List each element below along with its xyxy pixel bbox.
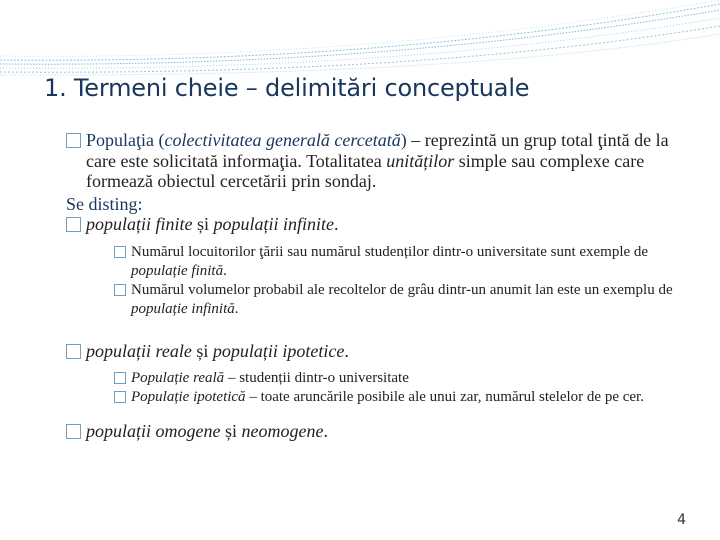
punctuation: . [223, 262, 227, 279]
square-bullet-icon [66, 133, 81, 148]
slide-content [66, 130, 686, 442]
list-item-text [131, 388, 644, 407]
group-finite-text [86, 214, 339, 235]
term-hypothetical: populații ipotetice [212, 340, 345, 361]
example-emphasis: Populație ipotetică [131, 389, 246, 405]
list-item-text [131, 369, 409, 388]
definition-body-1: – reprezintă un grup total ţintă de la care este solicitată informaţia. Totalitatea [86, 130, 669, 171]
group-homogeneous-text [86, 421, 328, 442]
example-text: Numărul locuitorilor ţării sau numărul studenților dintr-o universitate sunt exemple de [131, 243, 649, 260]
distinguish-label [66, 194, 686, 215]
square-bullet-icon [66, 424, 81, 439]
square-bullet-icon [66, 217, 81, 232]
square-bullet-icon [66, 344, 81, 359]
example-emphasis: populație infinită [131, 300, 235, 317]
example-text: – toate aruncările posibile ale unui zar, numărul stelelor de pe cer. [245, 389, 644, 405]
definition-body-2: simple sau complexe care formează obiectul cercetării prin sondaj. [86, 150, 645, 191]
group-real-examples [114, 369, 686, 407]
group-finite-heading [66, 214, 686, 235]
slide-title: 1. Termeni cheie – delimitări conceptuale [44, 74, 530, 102]
group-finite-examples [114, 243, 686, 319]
term-infinite: populații infinite [213, 214, 335, 234]
list-item [114, 243, 686, 281]
term-heterogeneous: neomogene [241, 421, 324, 441]
term-finite: populații finite [86, 214, 193, 234]
punctuation: . [234, 300, 239, 317]
punctuation: . [344, 340, 349, 361]
term-real: populații reale [86, 340, 192, 361]
list-item-text [131, 243, 686, 281]
term-alternative: colectivitatea generală cercetată [164, 130, 401, 150]
group-real-text [86, 341, 349, 362]
term-population: Populaţia [86, 130, 154, 150]
definition-paragraph [66, 130, 686, 192]
list-item-text [131, 281, 686, 319]
punctuation: . [323, 421, 328, 441]
paren-close: ) [400, 130, 407, 150]
paren-open: ( [154, 130, 165, 150]
group-homogeneous-heading [66, 421, 686, 442]
list-item [114, 281, 686, 319]
square-bullet-icon [114, 372, 126, 384]
example-text: – studenții dintr-o universitate [224, 370, 409, 386]
connector: și [192, 214, 214, 234]
page-number: 4 [677, 512, 686, 528]
definition-text [86, 130, 686, 192]
distinguish-text: Se disting: [66, 193, 143, 214]
header-decoration [0, 0, 720, 80]
term-units: unităților [386, 150, 455, 171]
square-bullet-icon [114, 391, 126, 403]
list-item [114, 388, 686, 407]
punctuation: . [334, 214, 339, 234]
connector: și [191, 340, 213, 361]
connector: și [220, 421, 242, 441]
example-emphasis: populație finită [131, 262, 224, 279]
example-emphasis: Populație reală [131, 370, 225, 386]
square-bullet-icon [114, 284, 126, 296]
term-homogeneous: populații omogene [86, 421, 221, 441]
square-bullet-icon [114, 246, 126, 258]
list-item [114, 369, 686, 388]
example-text: Numărul volumelor probabil ale recoltelor de grâu dintr-un anumit lan este un exemplu de [131, 281, 673, 298]
group-real-heading [66, 341, 686, 362]
